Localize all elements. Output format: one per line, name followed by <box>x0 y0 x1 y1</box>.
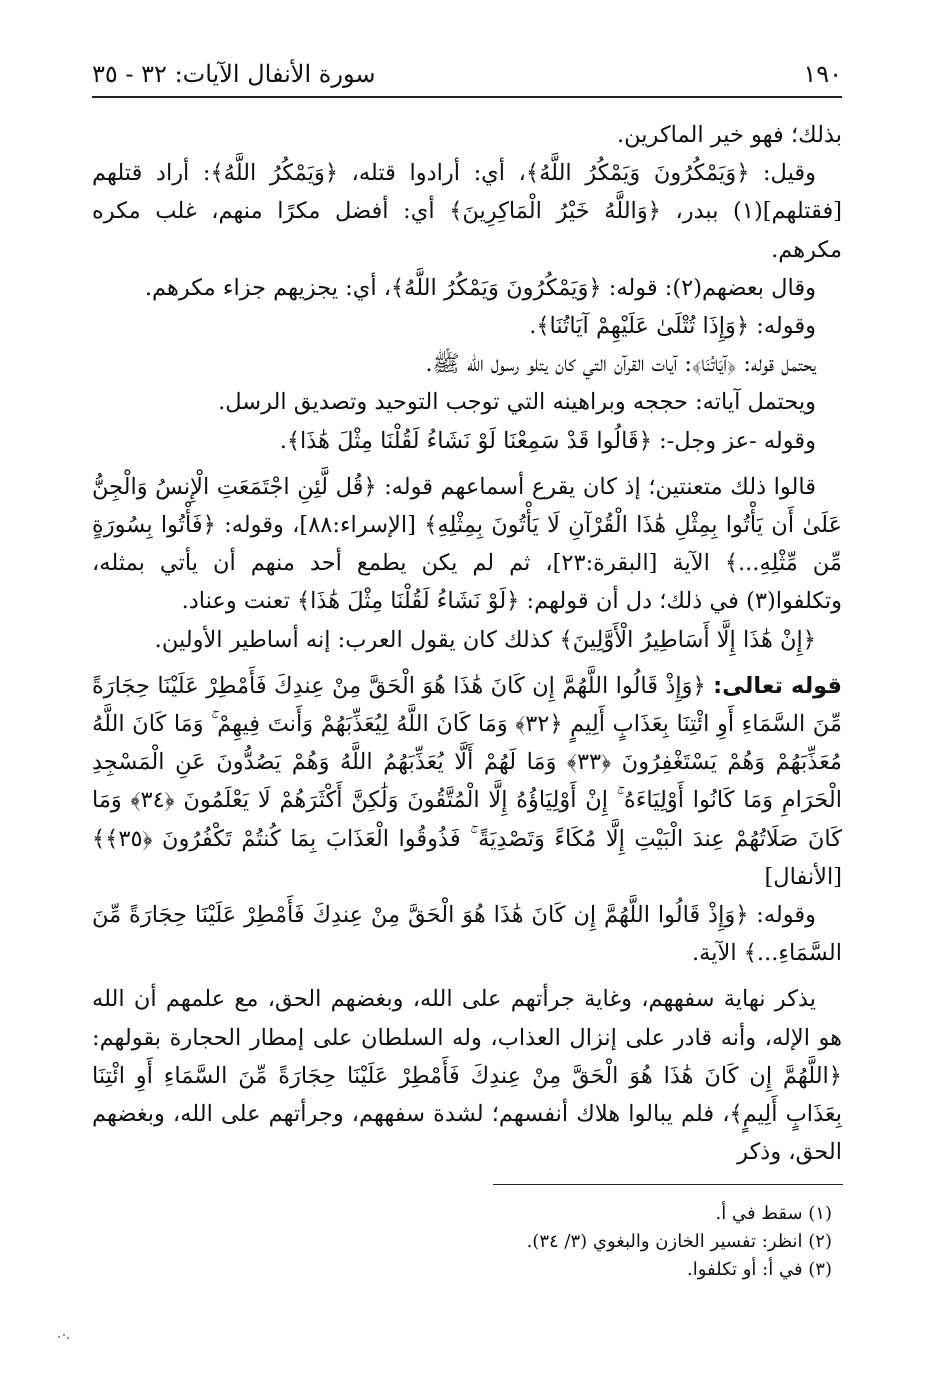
paragraph: وقوله: ﴿وَإِذَا تُتْلَىٰ عَلَيْهِمْ آيَاتُنَا﴾. <box>529 313 816 340</box>
paragraph: وقوله: ﴿وَإِذْ قَالُوا اللَّهُمَّ إِن كَانَ هَٰذَا هُوَ الْحَقَّ مِنْ عِندِكَ فَأَمْطِرْ عَلَيْنَا حِجَارَةً مِّنَ السَّمَاءِ...﴾ الآية. <box>92 902 842 967</box>
footnote: (١) سقط في أ. <box>715 1203 832 1224</box>
paragraph: ويحتمل آياته: حججه وبراهينه التي توجب التوحيد وتصديق الرسل. <box>218 389 816 416</box>
page-header <box>92 56 842 96</box>
header-rule <box>92 96 842 98</box>
paragraph: وقال بعضهم(٢): قوله: ﴿وَيَمْكُرُونَ وَيَمْكُرُ اللَّهُ﴾، أي: يجزيهم جزاء مكرهم. <box>144 274 816 301</box>
verse-label: قوله تعالى: <box>713 672 842 699</box>
footnote-separator <box>493 1184 843 1185</box>
paragraph: يحتمل قوله: ﴿آيَاتُنَا﴾: آيات القرآن التي كان يتلو رسول الله ﷺ. <box>425 351 816 378</box>
running-title: سورة الأنفال الآيات: ٣٢ - ٣٥ <box>92 60 376 88</box>
footnotes <box>92 1200 842 1284</box>
paragraph: بذلك؛ فهو خير الماكرين. <box>617 122 842 148</box>
paragraph: قالوا ذلك متعنتين؛ إذ كان يقرع أسماعهم قوله: ﴿قُل لَّئِنِ اجْتَمَعَتِ الْإِنسُ وَالْجِنُّ عَلَىٰ أَن يَأْتُوا بِمِثْلِ هَٰذَا الْقُرْآنِ لَا يَأْتُونَ بِمِثْلِهِ﴾ [الإسراء:٨٨]، وقوله: ﴿فَأْتُوا بِسُورَةٍ مِّن مِّثْلِهِ...﴾ الآية [البقرة:٢٣]، ثم لم يكن يطمع أحد منهم أن يأتي بمثله، وتكلفوا(٣) في ذلك؛ دل أن قولهم: ﴿لَوْ نَشَاءُ لَقُلْنَا مِثْلَ هَٰذَا﴾ تعنت وعناد. <box>92 473 842 615</box>
paragraph: ﴿إِنْ هَٰذَا إِلَّا أَسَاطِيرُ الْأَوَّلِينَ﴾ كذلك كان يقول العرب: إنه أساطير الأولين. <box>154 626 816 653</box>
paragraph: وقيل: ﴿وَيَمْكُرُونَ وَيَمْكُرُ اللَّهُ﴾، أي: أرادوا قتله، ﴿وَيَمْكُرُ اللَّهُ﴾: أراد قتلهم [فقتلهم](١) ببدر، ﴿وَاللَّهُ خَيْرُ الْمَاكِرِينَ﴾ أي: أفضل مكرًا منهم، غلب مكره مكرهم. <box>92 160 842 263</box>
paragraph: يذكر نهاية سفههم، وغاية جرأتهم على الله، وبغضهم الحق، مع علمهم أن الله هو الإله، وأنه قادر على إنزال العذاب، وله السلطان على إمطار الحجارة بقولهم: ﴿اللَّهُمَّ إِن كَانَ هَٰذَا هُوَ الْحَقَّ مِنْ عِندِكَ فَأَمْطِرْ عَلَيْنَا حِجَارَةً مِّنَ السَّمَاءِ أَوِ ائْتِنَا بِعَذَابٍ أَلِيمٍ﴾، فلم يبالوا هلاك أنفسهم؛ لشدة سفههم، وجرأتهم على الله، وبغضهم الحق، وذكر <box>92 986 842 1166</box>
main-text <box>92 116 842 1171</box>
verse-block <box>92 667 842 896</box>
paragraph: وقوله -عز وجل-: ﴿قَالُوا قَدْ سَمِعْنَا لَوْ نَشَاءُ لَقُلْنَا مِثْلَ هَٰذَا﴾. <box>279 427 816 454</box>
footnote: (٢) انظر: تفسير الخازن والبغوي (٣/ ٣٤). <box>526 1231 832 1252</box>
page-number: ١٩٠ <box>803 60 842 88</box>
footnote: (٣) في أ: أو تكلفوا. <box>686 1259 832 1280</box>
scan-speck <box>58 1334 72 1340</box>
verse-text: ﴿وَإِذْ قَالُوا اللَّهُمَّ إِن كَانَ هَٰذَا هُوَ الْحَقَّ مِنْ عِندِكَ فَأَمْطِرْ عَلَيْنَا حِجَارَةً مِّنَ السَّمَاءِ أَوِ ائْتِنَا بِعَذَابٍ أَلِيمٍ ﴿٣٢﴾ وَمَا كَانَ اللَّهُ لِيُعَذِّبَهُمْ وَأَنتَ فِيهِمْ ۚ وَمَا كَانَ اللَّهُ مُعَذِّبَهُمْ وَهُمْ يَسْتَغْفِرُونَ ﴿٣٣﴾ وَمَا لَهُمْ أَلَّا يُعَذِّبَهُمُ اللَّهُ وَهُمْ يَصُدُّونَ عَنِ الْمَسْجِدِ الْحَرَامِ وَمَا كَانُوا أَوْلِيَاءَهُ ۚ إِنْ أَوْلِيَاؤُهُ إِلَّا الْمُتَّقُونَ وَلَٰكِنَّ أَكْثَرَهُمْ لَا يَعْلَمُونَ ﴿٣٤﴾ وَمَا كَانَ صَلَاتُهُمْ عِندَ الْبَيْتِ إِلَّا مُكَاءً وَتَصْدِيَةً ۚ فَذُوقُوا الْعَذَابَ بِمَا كُنتُمْ تَكْفُرُونَ ﴿٣٥﴾﴾ [الأنفال] <box>92 672 842 890</box>
